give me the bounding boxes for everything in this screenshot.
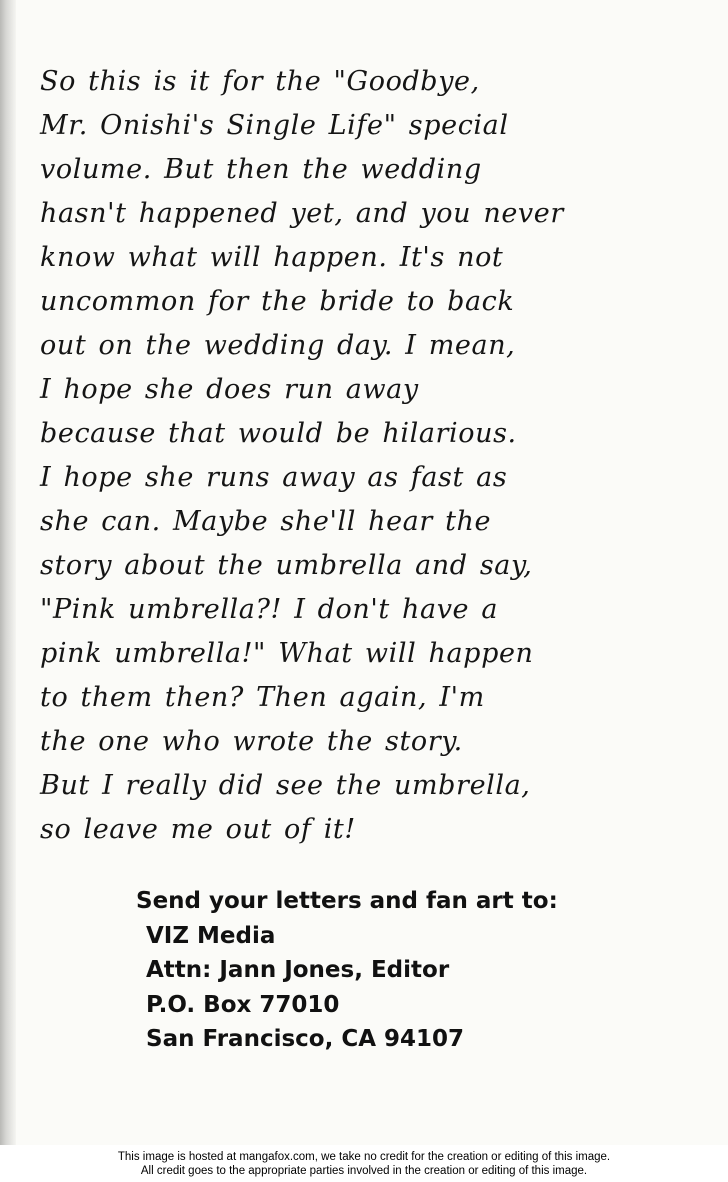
page-binding-edge (0, 0, 16, 1145)
note-line: because that would be hilarious. (40, 418, 517, 449)
address-city: San Francisco, CA 94107 (146, 1026, 465, 1052)
hosting-credit-footer (0, 1145, 728, 1182)
note-line: to them then? Then again, I'm (40, 682, 485, 713)
mailing-address (136, 884, 656, 1057)
note-line: so leave me out of it! (40, 814, 356, 845)
note-line: volume. But then the wedding (40, 154, 482, 185)
note-line: "Pink umbrella?! I don't have a (40, 594, 499, 625)
note-line: uncommon for the bride to back (40, 286, 515, 317)
note-line: So this is it for the "Goodbye, (40, 66, 480, 97)
footer-line-1: This image is hosted at mangafox.com, we take no credit for the creation or editing of this image. (117, 1151, 611, 1163)
note-line: I hope she does run away (40, 374, 419, 405)
handwritten-note (40, 60, 700, 852)
note-line: hasn't happened yet, and you never (40, 198, 564, 229)
note-line: know what will happen. It's not (40, 242, 504, 273)
address-po-box: P.O. Box 77010 (146, 991, 340, 1018)
note-line: Mr. Onishi's Single Life" special (40, 110, 509, 141)
address-attn: Attn: Jann Jones, Editor (146, 957, 450, 983)
note-line: out on the wedding day. I mean, (40, 330, 516, 361)
note-line: the one who wrote the story. (40, 726, 463, 757)
note-line: pink umbrella!" What will happen (40, 638, 534, 669)
note-line: she can. Maybe she'll hear the (40, 506, 492, 537)
note-line: But I really did see the umbrella, (40, 770, 531, 801)
footer-line-2: All credit goes to the appropriate parties involved in the creation or editing of this image. (140, 1165, 588, 1177)
note-line: I hope she runs away as fast as (40, 462, 508, 493)
address-company: VIZ Media (146, 922, 276, 949)
note-line: story about the umbrella and say, (40, 550, 533, 581)
address-heading: Send your letters and fan art to: (136, 888, 558, 914)
